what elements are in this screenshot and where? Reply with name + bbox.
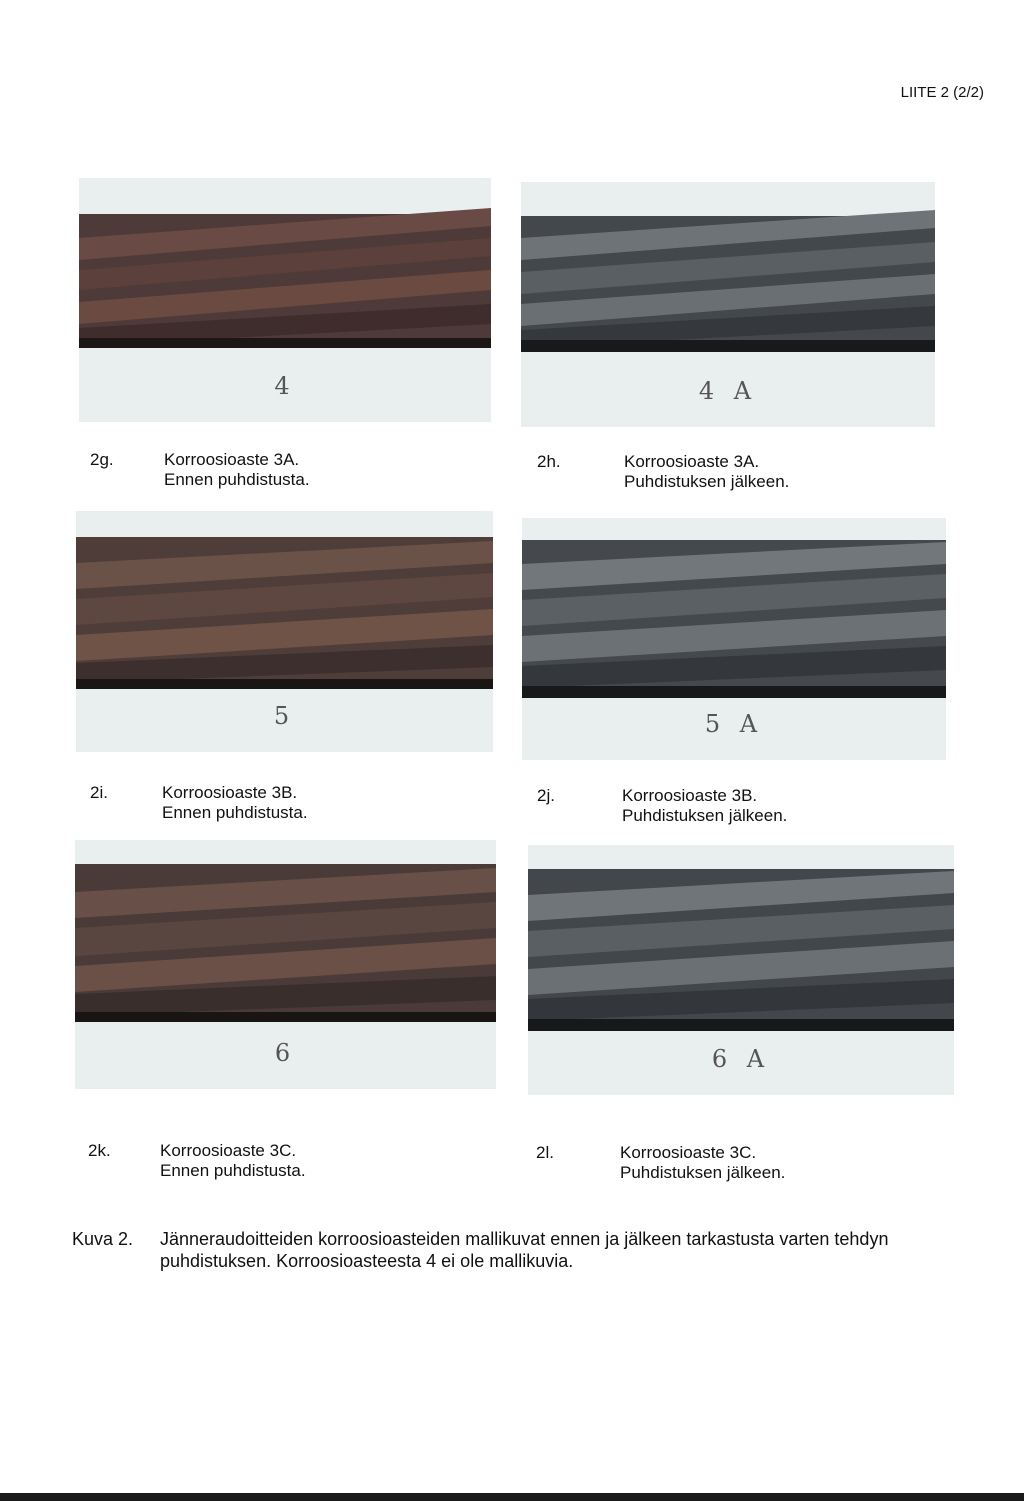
photo-caption: [162, 783, 308, 823]
caption-line: Korroosioaste 3A.: [624, 452, 760, 471]
photo-stamp: 6: [274, 1039, 297, 1067]
figure-number: Kuva 2.: [72, 1229, 134, 1249]
photo-id: 2g.: [90, 450, 114, 469]
caption-line: Korroosioaste 3B.: [622, 786, 758, 805]
photo-caption: [624, 452, 789, 492]
photo-id: 2j.: [537, 786, 555, 805]
photo-caption: [160, 1141, 306, 1181]
caption-line: Puhdistuksen jälkeen.: [620, 1163, 786, 1182]
photo-id: 2i.: [90, 783, 108, 802]
scan-edge: [0, 1493, 1024, 1501]
annex-label: LIITE 2 (2/2): [900, 84, 984, 101]
caption-line: Korroosioaste 3C.: [160, 1141, 297, 1160]
caption-line: Ennen puhdistusta.: [160, 1161, 306, 1180]
caption-line: Puhdistuksen jälkeen.: [624, 472, 790, 491]
photo-stamp: 5: [273, 702, 296, 730]
caption-line: Puhdistuksen jälkeen.: [622, 806, 788, 825]
photo-id: 2h.: [537, 452, 561, 471]
photo-2j: [522, 518, 946, 760]
caption-line: Korroosioaste 3B.: [162, 783, 298, 802]
figure-text: Jänneraudoitteiden korroosioasteiden mallikuvat ennen ja jälkeen tarkastusta varten tehdyn puhdistuksen. Korroosioasteesta 4 ei ole mallikuvia.: [160, 1229, 889, 1271]
photo-stamp: 5 A: [704, 710, 764, 738]
photo-stamp: 4: [274, 372, 296, 400]
photo-2l: [528, 845, 954, 1095]
photo-caption: [620, 1143, 785, 1183]
caption-line: Korroosioaste 3A.: [164, 450, 300, 469]
photo-stamp: 6 A: [711, 1045, 771, 1073]
photo-2k: [75, 840, 496, 1089]
caption-line: Korroosioaste 3C.: [620, 1143, 757, 1162]
photo-id: 2l.: [536, 1143, 554, 1162]
photo-2h: [521, 182, 935, 427]
photo-caption: [622, 786, 787, 826]
photo-2i: [76, 511, 493, 752]
photo-caption: [164, 450, 310, 490]
caption-line: Ennen puhdistusta.: [162, 803, 308, 822]
photo-2g: [79, 178, 491, 422]
caption-line: Ennen puhdistusta.: [164, 470, 310, 489]
photo-stamp: 4 A: [698, 377, 758, 405]
photo-id: 2k.: [88, 1141, 111, 1160]
